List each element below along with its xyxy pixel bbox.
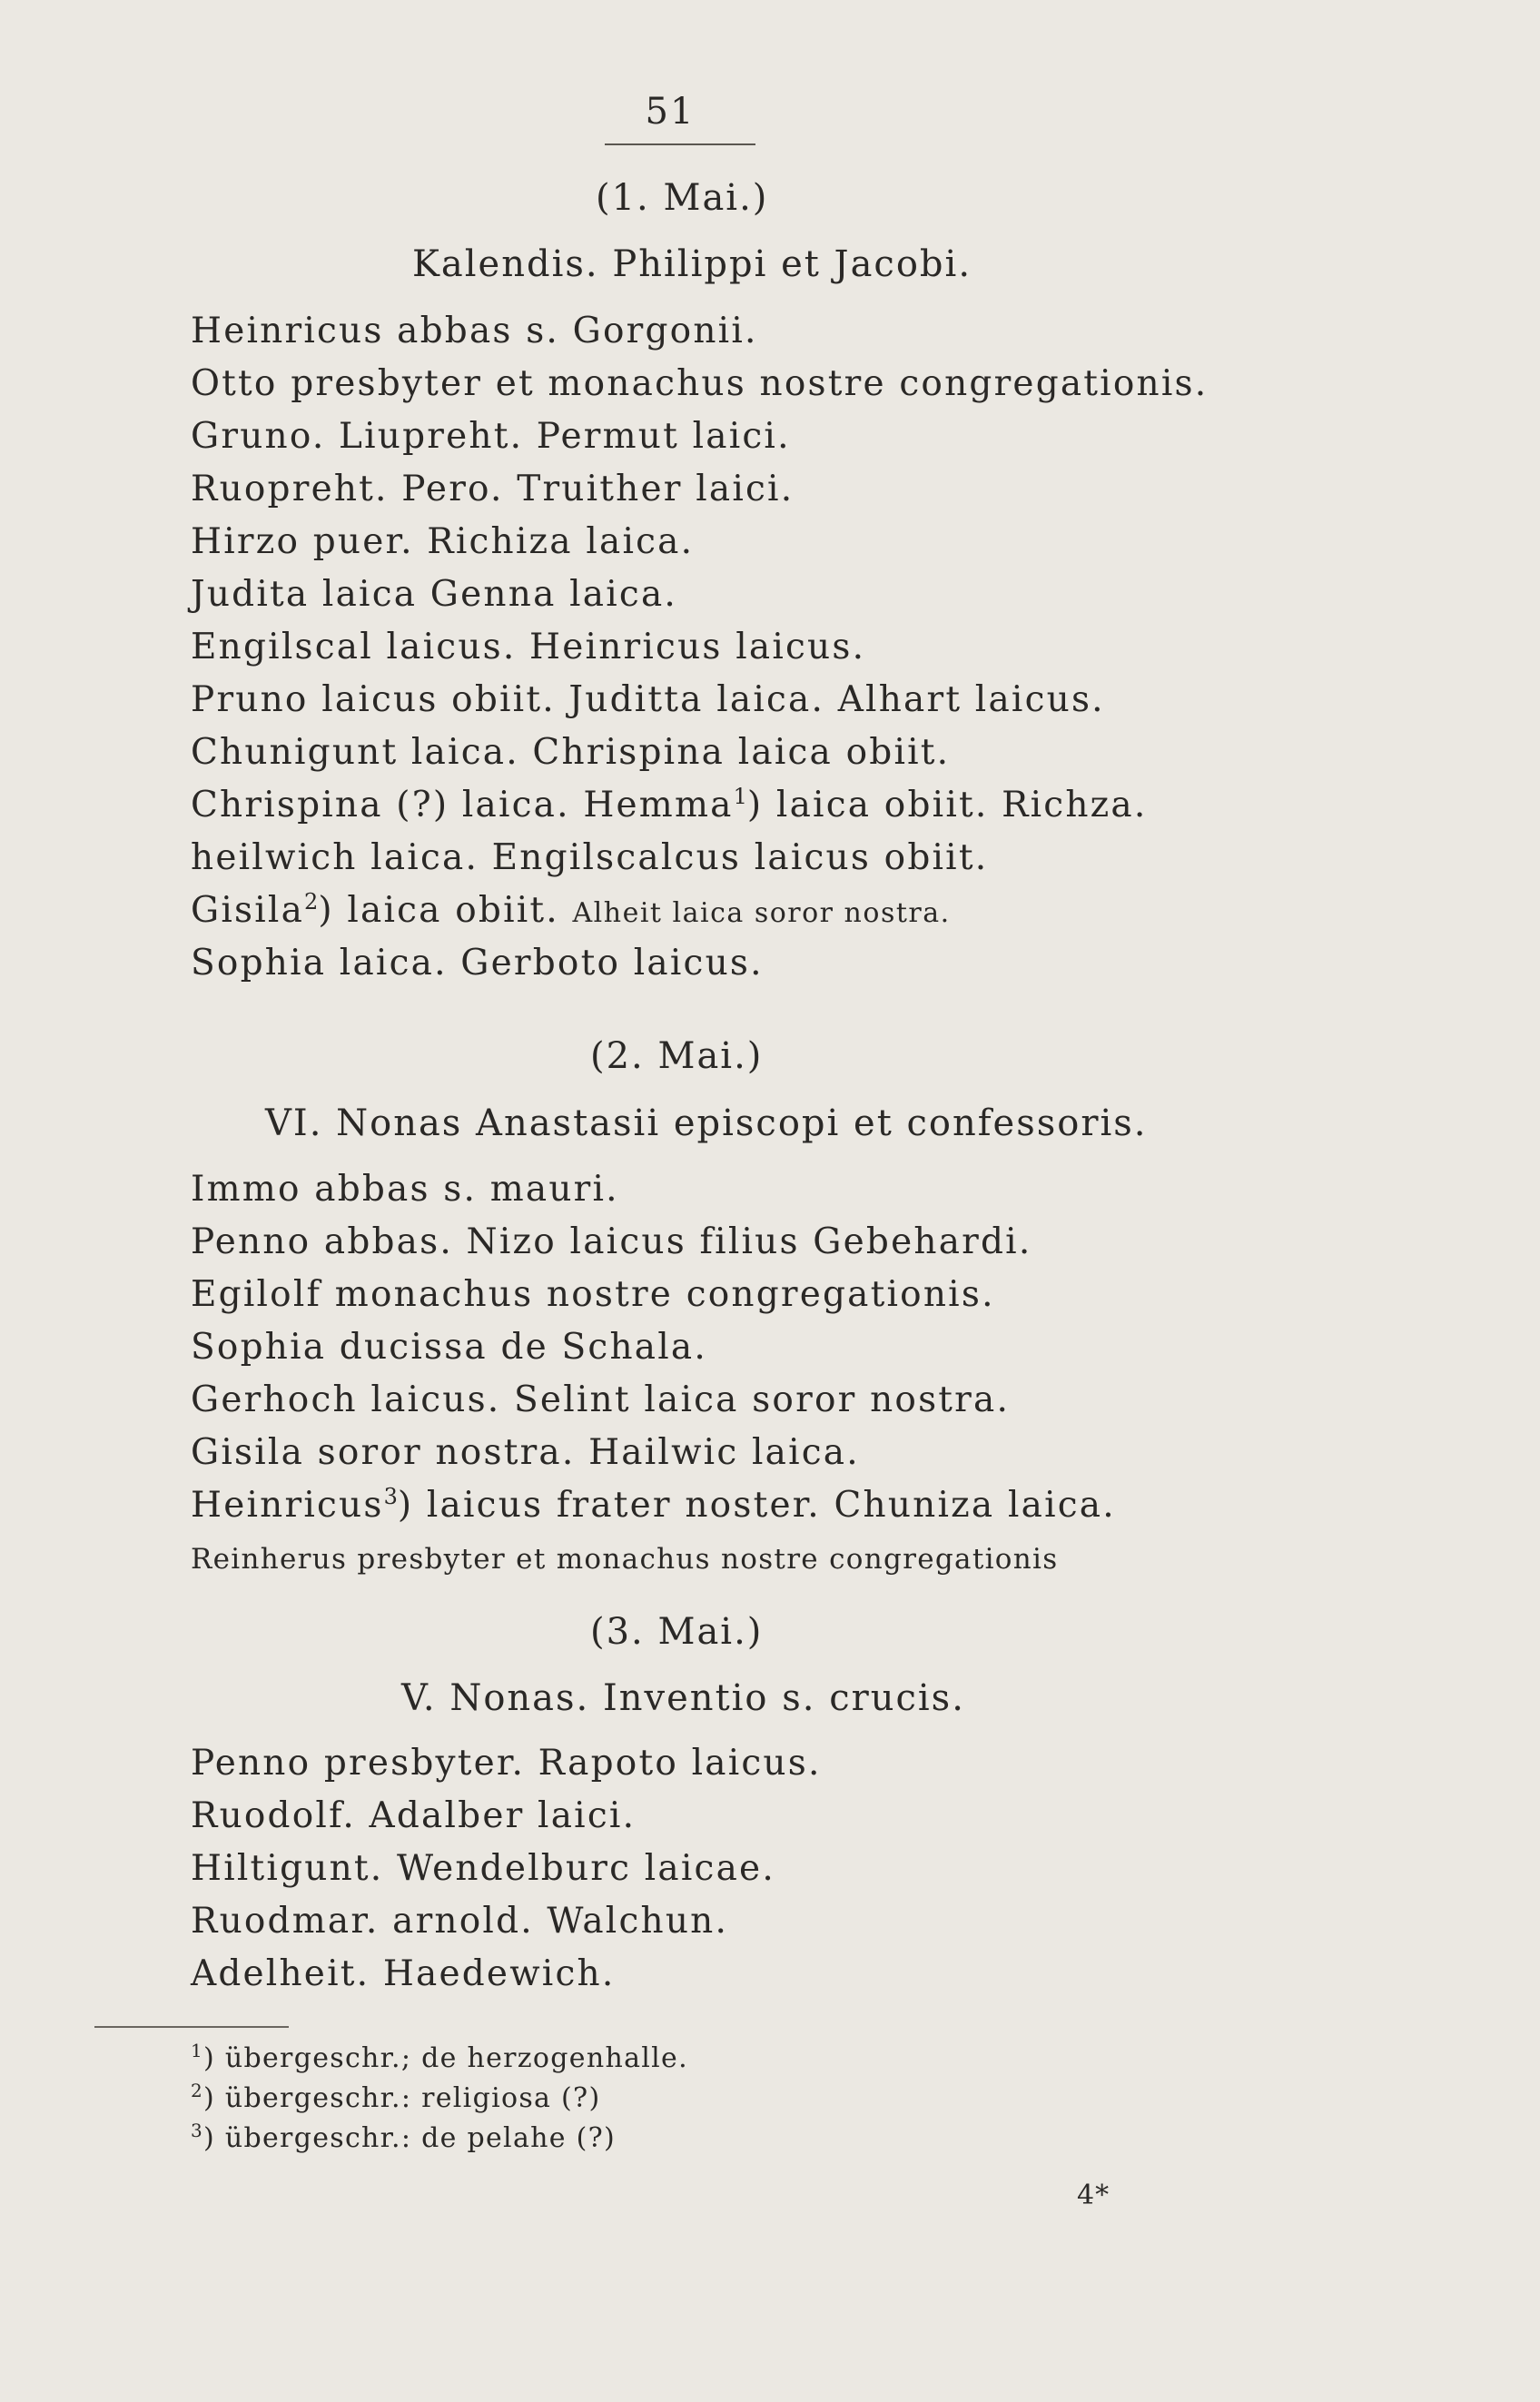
entry: Judita laica Genna laica. bbox=[191, 574, 678, 615]
footnote-mark: 1 bbox=[191, 2040, 204, 2061]
entry: Gisila soror nostra. Hailwic laica. bbox=[191, 1432, 860, 1473]
entry: Ruodolf. Adalber laici. bbox=[191, 1795, 637, 1836]
entry-small: Reinherus presbyter et monachus nostre congregationis bbox=[191, 1543, 1059, 1576]
entry: Hirzo puer. Richiza laica. bbox=[191, 521, 695, 562]
entry-text: Chrispina (?) laica. Hemma bbox=[191, 785, 734, 825]
section-3-heading: V. Nonas. Inventio s. crucis. bbox=[401, 1677, 965, 1719]
signature-mark: 4* bbox=[1077, 2180, 1111, 2211]
section-2-heading: VI. Nonas Anastasii episcopi et confessoris. bbox=[265, 1102, 1148, 1144]
section-3-date: (3. Mai.) bbox=[590, 1611, 764, 1653]
entry: Gruno. Liupreht. Permut laici. bbox=[191, 416, 791, 457]
section-2-date: (2. Mai.) bbox=[590, 1035, 764, 1077]
entry: Engilscal laicus. Heinricus laicus. bbox=[191, 627, 866, 667]
entry-text: Heinricus bbox=[191, 1485, 384, 1526]
entry: Sophia ducissa de Schala. bbox=[191, 1327, 707, 1368]
entry: Ruodmar. arnold. Walchun. bbox=[191, 1901, 729, 1942]
footnote-text: ) übergeschr.: religiosa (?) bbox=[203, 2082, 601, 2114]
section-1-heading: Kalendis. Philippi et Jacobi. bbox=[412, 243, 972, 285]
footnote-3 bbox=[191, 2122, 616, 2154]
page-number-rule bbox=[605, 143, 755, 145]
entry-with-footnote bbox=[191, 1484, 1116, 1526]
entry: Gerhoch laicus. Selint laica soror nostra. bbox=[191, 1379, 1011, 1420]
footnote-mark: 1 bbox=[733, 784, 747, 809]
footnote-mark: 2 bbox=[304, 889, 319, 914]
entry: Heinricus abbas s. Gorgonii. bbox=[191, 311, 758, 351]
entry-small-addition: Alheit laica soror nostra. bbox=[572, 897, 951, 929]
entry: Immo abbas s. mauri. bbox=[191, 1169, 619, 1210]
entry: Egilolf monachus nostre congregationis. bbox=[191, 1274, 995, 1315]
entry-with-footnote bbox=[191, 784, 1148, 825]
footnote-2 bbox=[191, 2082, 600, 2114]
entry: Chunigunt laica. Chrispina laica obiit. bbox=[191, 732, 951, 773]
entry-text-rest: ) laica obiit. bbox=[318, 890, 559, 931]
entry-with-footnote bbox=[191, 889, 951, 931]
entry: Ruopreht. Pero. Truither laici. bbox=[191, 469, 795, 509]
entry: Hiltigunt. Wendelburc laicae. bbox=[191, 1848, 775, 1889]
footnote-mark: 3 bbox=[191, 2120, 204, 2141]
entry: Pruno laicus obiit. Juditta laica. Alhart laicus. bbox=[191, 679, 1105, 720]
entry: Penno abbas. Nizo laicus filius Gebehardi. bbox=[191, 1221, 1032, 1262]
entry: Adelheit. Haedewich. bbox=[191, 1953, 616, 1994]
footnote-text: ) übergeschr.: de pelahe (?) bbox=[203, 2122, 617, 2154]
entry: heilwich laica. Engilscalcus laicus obiit. bbox=[191, 837, 989, 878]
entry-text: Gisila bbox=[191, 890, 305, 931]
entry-text-rest: ) laica obiit. Richza. bbox=[746, 785, 1148, 825]
entry: Sophia laica. Gerboto laicus. bbox=[191, 943, 764, 984]
footnote-mark: 3 bbox=[383, 1484, 398, 1509]
footnote-text: ) übergeschr.; de herzogenhalle. bbox=[203, 2042, 688, 2074]
entry-text-rest: ) laicus frater noster. Chuniza laica. bbox=[397, 1485, 1116, 1526]
footnote-1 bbox=[191, 2042, 688, 2074]
footnote-rule bbox=[94, 2026, 289, 2028]
page-number: 51 bbox=[645, 91, 696, 133]
section-1-date: (1. Mai.) bbox=[596, 177, 769, 219]
entry: Penno presbyter. Rapoto laicus. bbox=[191, 1743, 822, 1784]
entry: Otto presbyter et monachus nostre congregationis. bbox=[191, 363, 1209, 404]
footnote-mark: 2 bbox=[191, 2080, 204, 2101]
